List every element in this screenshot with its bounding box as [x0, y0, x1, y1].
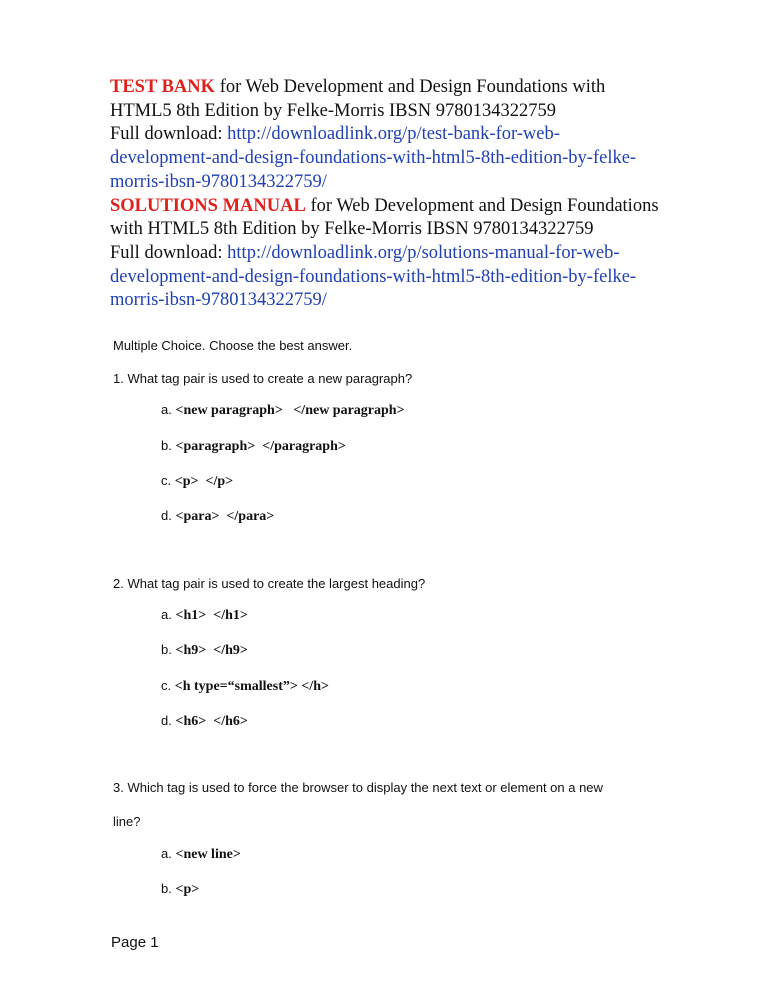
question-1-option-a: a. <new paragraph> </new paragraph>	[161, 402, 405, 418]
test-bank-download-label: Full download:	[110, 124, 228, 145]
question-2-option-b: b. <h9> </h9>	[161, 642, 248, 658]
test-bank-link[interactable]: http://downloadlink.org/p/test-bank-for-web- development-and-design-foundations-with-html5-8th-edition-by-felke- morris-ibsn-9780134322759/	[110, 124, 637, 192]
question-3-text-line-1: 3. Which tag is used to force the browser to display the next text or element on a new	[113, 780, 603, 795]
question-3-option-b: b. <p>	[161, 881, 200, 897]
solutions-manual-download-label: Full download:	[110, 242, 228, 263]
solutions-manual-label: SOLUTIONS MANUAL	[110, 195, 306, 216]
question-3-option-a: a. <new line>	[161, 846, 241, 862]
solutions-manual-description: for Web Development and Design Foundations with HTML5 8th Edition by Felke-Morris IBSN 9780134322759	[110, 195, 659, 240]
question-2-text: 2. What tag pair is used to create the largest heading?	[113, 576, 426, 591]
question-1-option-b: b. <paragraph> </paragraph>	[161, 438, 346, 454]
test-bank-label: TEST BANK	[110, 77, 216, 97]
question-2-option-c: c. <h type=“smallest”> </h>	[161, 678, 329, 694]
page-number: Page 1	[111, 934, 159, 951]
question-1-option-c: c. <p> </p>	[161, 473, 234, 489]
question-3-text-line-2: line?	[113, 814, 141, 829]
question-1-option-d: d. <para> </para>	[161, 508, 275, 524]
solutions-manual-link[interactable]: http://downloadlink.org/p/solutions-manual-for-web- development-and-design-foundations-with-html5-8th-edition-by-felke- morris-ibsn-9780134322759/	[110, 242, 637, 311]
instructions-text: Multiple Choice. Choose the best answer.	[113, 338, 353, 353]
document-header	[110, 76, 670, 313]
question-1-text: 1. What tag pair is used to create a new paragraph?	[113, 371, 413, 386]
test-bank-description: for Web Development and Design Foundations with HTML5 8th Edition by Felke-Morris IBSN 9780134322759	[110, 77, 606, 121]
question-2-option-a: a. <h1> </h1>	[161, 607, 248, 623]
question-2-option-d: d. <h6> </h6>	[161, 713, 248, 729]
